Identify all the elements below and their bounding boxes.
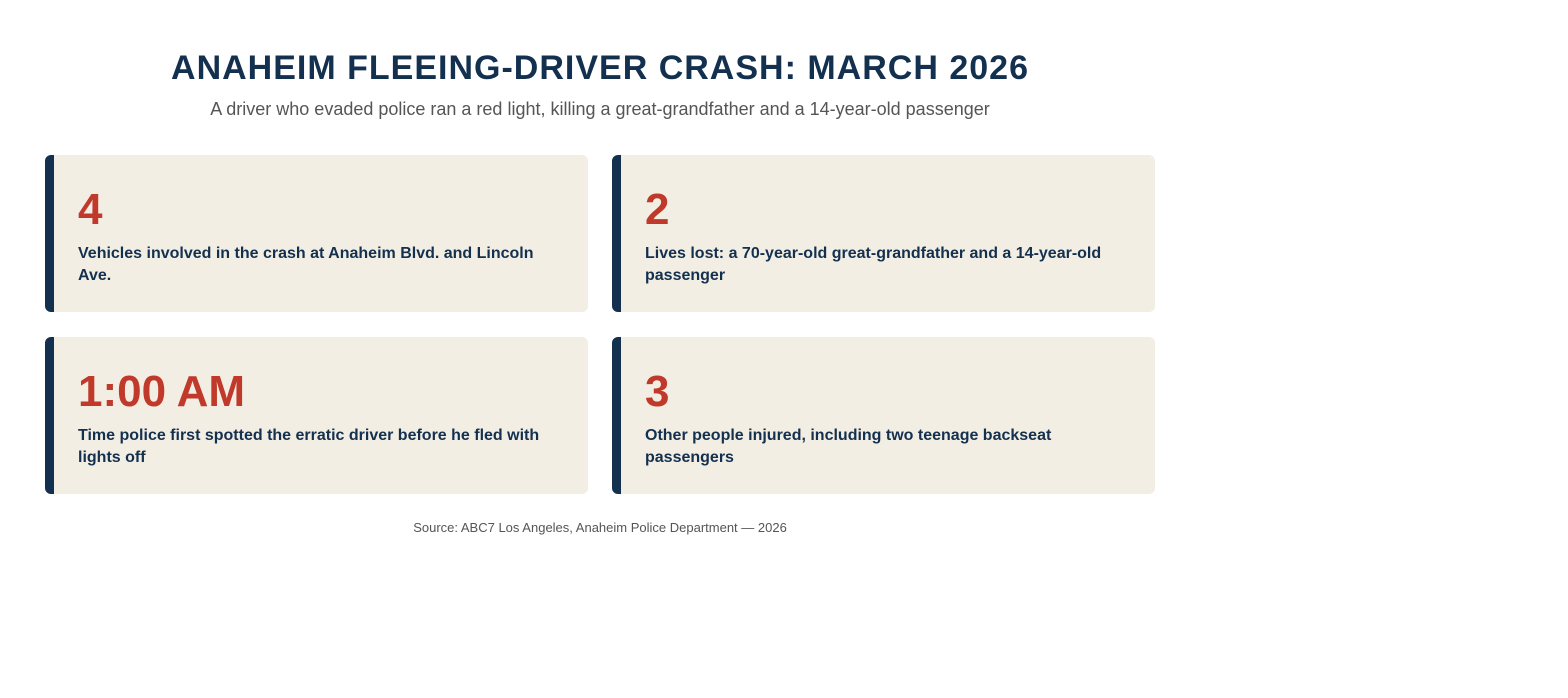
- stat-grid: [45, 155, 1155, 494]
- stat-description: Vehicles involved in the crash at Anaheim Blvd. and Lincoln Ave.: [78, 245, 534, 284]
- stat-card-lives-lost: [612, 155, 1155, 312]
- stat-description: Lives lost: a 70-year-old great-grandfather and a 14-year-old passenger: [645, 245, 1102, 284]
- page-subtitle: A driver who evaded police ran a red light, killing a great-grandfather and a 14-year-old passenger: [210, 99, 990, 119]
- stat-description: Other people injured, including two teenage backseat passengers: [645, 427, 1052, 466]
- stat-value: 4: [78, 185, 103, 234]
- stat-card-vehicles: [45, 155, 588, 312]
- page-title: ANAHEIM FLEEING-DRIVER CRASH: MARCH 2026: [171, 49, 1029, 87]
- stat-value: 3: [645, 367, 670, 416]
- stat-description: Time police first spotted the erratic driver before he fled with lights off: [78, 427, 540, 466]
- stat-card-time: [45, 337, 588, 494]
- stat-value: 1:00 AM: [78, 367, 246, 416]
- stat-card-injured: [612, 337, 1155, 494]
- stat-value: 2: [645, 185, 670, 234]
- source-note: Source: ABC7 Los Angeles, Anaheim Police Department — 2026: [413, 520, 787, 535]
